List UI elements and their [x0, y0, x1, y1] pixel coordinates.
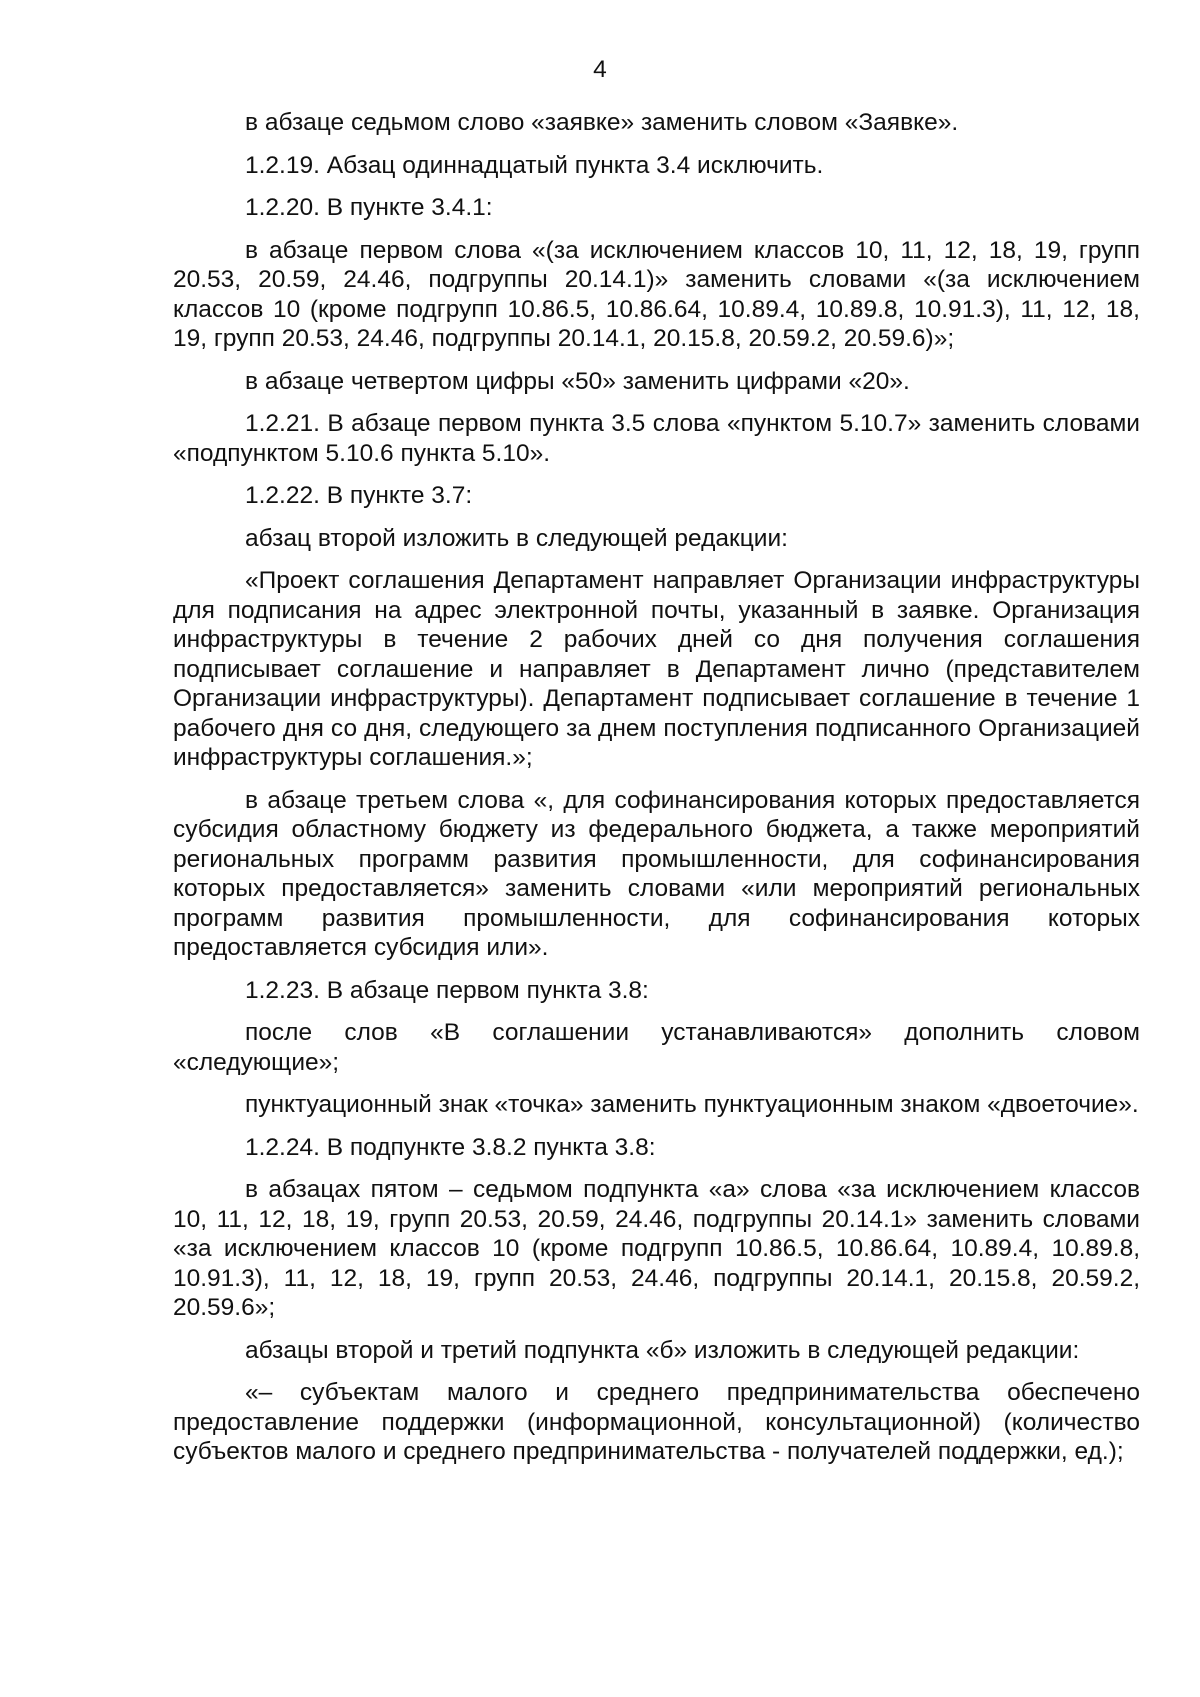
paragraph: в абзацах пятом – седьмом подпункта «а» слова «за исключением классов 10, 11, 12, 18, 19, групп 20.53, 20.59, 24.46, подгруппы 20.14.1» заменить словами «за исключением классов 10 (кроме подгрупп 10.86.5, 10.86.64, 10.89.4, 10.89.8, 10.91.3), 11, 12, 18, 19, групп 20.53, 24.46, подгруппы 20.14.1, 20.15.8, 20.59.2, 20.59.6»; [173, 1176, 1140, 1321]
paragraph: пунктуационный знак «точка» заменить пунктуационным знаком «двоеточие». [245, 1091, 1139, 1118]
paragraph: 1.2.23. В абзаце первом пункта 3.8: [245, 976, 649, 1004]
paragraph: 1.2.22. В пункте 3.7: [245, 482, 473, 509]
paragraph: 1.2.24. В подпункте 3.8.2 пункта 3.8: [245, 1133, 656, 1161]
paragraph: 1.2.20. В пункте 3.4.1: [245, 194, 493, 221]
paragraph: в абзаце седьмом слово «заявке» заменить словом «Заявке». [245, 109, 959, 136]
paragraph: в абзаце третьем слова «, для софинансирования которых предоставляется субсидия областному бюджету из федерального бюджета, а также мероприятий региональных программ развития промышленности, для софинансирования которых предоставляется» заменить словами «или мероприятий региональных программ развития промышленности, для софинансирования которых предоставляется субсидия или». [173, 786, 1140, 961]
paragraph: «Проект соглашения Департамент направляет Организации инфраструктуры для подписания на адрес электронной почты, указанный в заявке. Организация инфраструктуры в течение 2 рабочих дней со дня получения соглашения подписывает соглашение и направляет в Департамент лично (представителем Организации инфраструктуры). Департамент подписывает соглашение в течение 1 рабочего дня со дня, следующего за днем поступления подписанного Организацией инфраструктуры соглашения.»; [173, 567, 1140, 771]
document-body [173, 108, 1140, 1467]
paragraph: «– субъектам малого и среднего предпринимательства обеспечено предоставление поддержки (информационной, консультационной) (количество субъектов малого и среднего предпринимательства - получателей поддержки, ед.); [173, 1379, 1140, 1465]
paragraph: 1.2.21. В абзаце первом пункта 3.5 слова «пунктом 5.10.7» заменить словами «подпунктом 5.10.6 пункта 5.10». [173, 410, 1140, 467]
page-number: 4 [593, 56, 607, 83]
paragraph: после слов «В соглашении устанавливаются» дополнить словом «следующие»; [173, 1019, 1140, 1076]
paragraph: 1.2.19. Абзац одиннадцатый пункта 3.4 исключить. [245, 151, 824, 179]
paragraph: в абзаце четвертом цифры «50» заменить цифрами «20». [245, 367, 910, 395]
paragraph: абзацы второй и третий подпункта «б» изложить в следующей редакции: [245, 1336, 1080, 1364]
paragraph: в абзаце первом слова «(за исключением классов 10, 11, 12, 18, 19, групп 20.53, 20.59, 24.46, подгруппы 20.14.1)» заменить словами «(за исключением классов 10 (кроме подгрупп 10.86.5, 10.86.64, 10.89.4, 10.89.8, 10.91.3), 11, 12, 18, 19, групп 20.53, 24.46, подгруппы 20.14.1, 20.15.8, 20.59.2, 20.59.6)»; [173, 236, 1140, 352]
paragraph: абзац второй изложить в следующей редакции: [245, 524, 788, 552]
